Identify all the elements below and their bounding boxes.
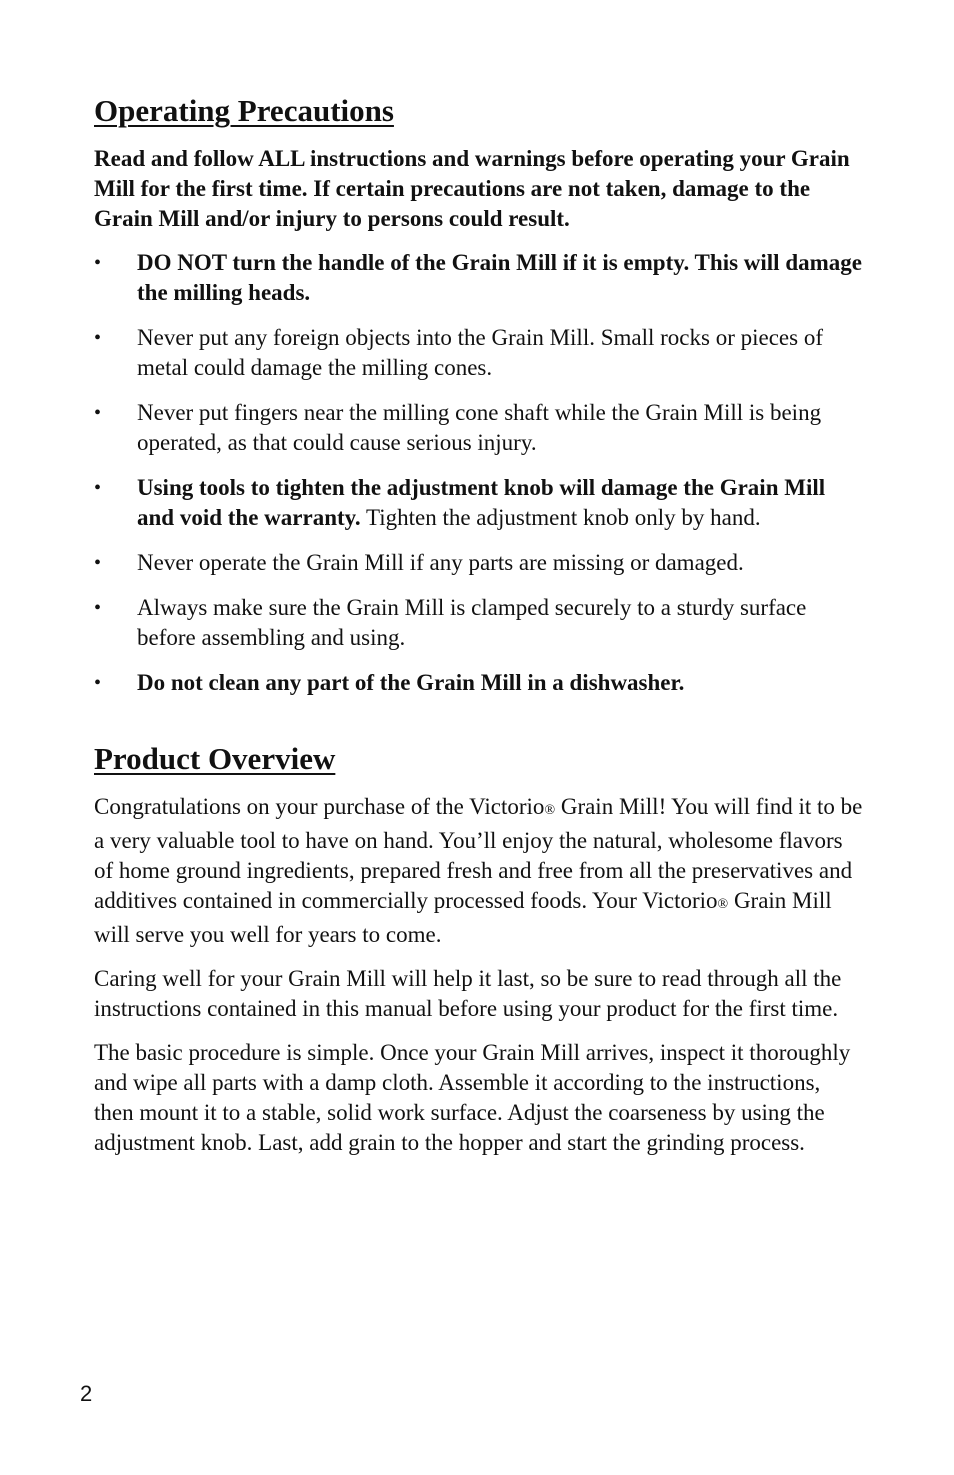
registered-mark: ® [717, 897, 729, 912]
bullet-marker: • [94, 552, 102, 574]
bullet-marker: • [94, 672, 102, 694]
bullet-marker: • [94, 252, 102, 274]
bullet-marker: • [94, 477, 102, 499]
overview-paragraph-1 [94, 792, 864, 950]
text-run: Congratulations on your purchase of the Victorio [94, 794, 545, 819]
bullet-marker: • [94, 597, 102, 619]
overview-paragraph-3: The basic procedure is simple. Once your Grain Mill arrives, inspect it thoroughly and wipe all parts with a damp cloth. Assemble it according to the instructions, then mount it to a stable, solid work surface. Adjust the coarseness by using the adjustment knob. Last, add grain to the hopper and start the grinding process. [94, 1040, 851, 1155]
manual-page [94, 92, 864, 1158]
registered-mark: ® [544, 803, 556, 818]
list-item [94, 593, 864, 653]
list-item [94, 398, 864, 458]
item-text: Always make sure the Grain Mill is clamped securely to a sturdy surface before assembling and using. [137, 595, 807, 650]
bold-text: Using tools to tighten the adjustment knob will damage the Grain Mill and void the warranty. [137, 475, 826, 530]
bullet-marker: • [94, 402, 102, 424]
item-text: Never put any foreign objects into the Grain Mill. Small rocks or pieces of metal could damage the milling cones. [137, 325, 823, 380]
list-item [94, 248, 864, 308]
bullet-marker: • [94, 327, 102, 349]
text-run: Grain Mill! You will find it to be a very valuable tool to have on hand. You’ll enjoy the natural, wholesome flavors of home ground ingredients, prepared fresh and free from all the preservatives and additives contained in commercially processed foods. Your Victorio [94, 794, 863, 913]
section-title-operating-precautions: Operating Precautions [94, 93, 394, 128]
list-item [94, 323, 864, 383]
list-item [94, 548, 864, 578]
bold-text: Do not clean any part of the Grain Mill in a dishwasher. [137, 670, 685, 695]
list-item [94, 668, 864, 698]
overview-paragraph-2: Caring well for your Grain Mill will help it last, so be sure to read through all the instructions contained in this manual before using your product for the first time. [94, 966, 842, 1021]
precautions-list [94, 248, 864, 698]
bold-text: DO NOT turn the handle of the Grain Mill if it is empty. This will damage the milling heads. [137, 250, 862, 305]
item-text: Tighten the adjustment knob only by hand. [360, 505, 761, 530]
text-run: Grain Mill will serve you well for years to come. [94, 888, 832, 947]
item-text: Never operate the Grain Mill if any parts are missing or damaged. [137, 550, 744, 575]
precautions-intro: Read and follow ALL instructions and warnings before operating your Grain Mill for the first time. If certain precautions are not taken, damage to the Grain Mill and/or injury to persons could result. [94, 146, 850, 231]
section-title-product-overview: Product Overview [94, 741, 336, 776]
page-number: 2 [80, 1381, 93, 1406]
list-item [94, 473, 864, 533]
item-text: Never put fingers near the milling cone shaft while the Grain Mill is being operated, as that could cause serious injury. [137, 400, 822, 455]
